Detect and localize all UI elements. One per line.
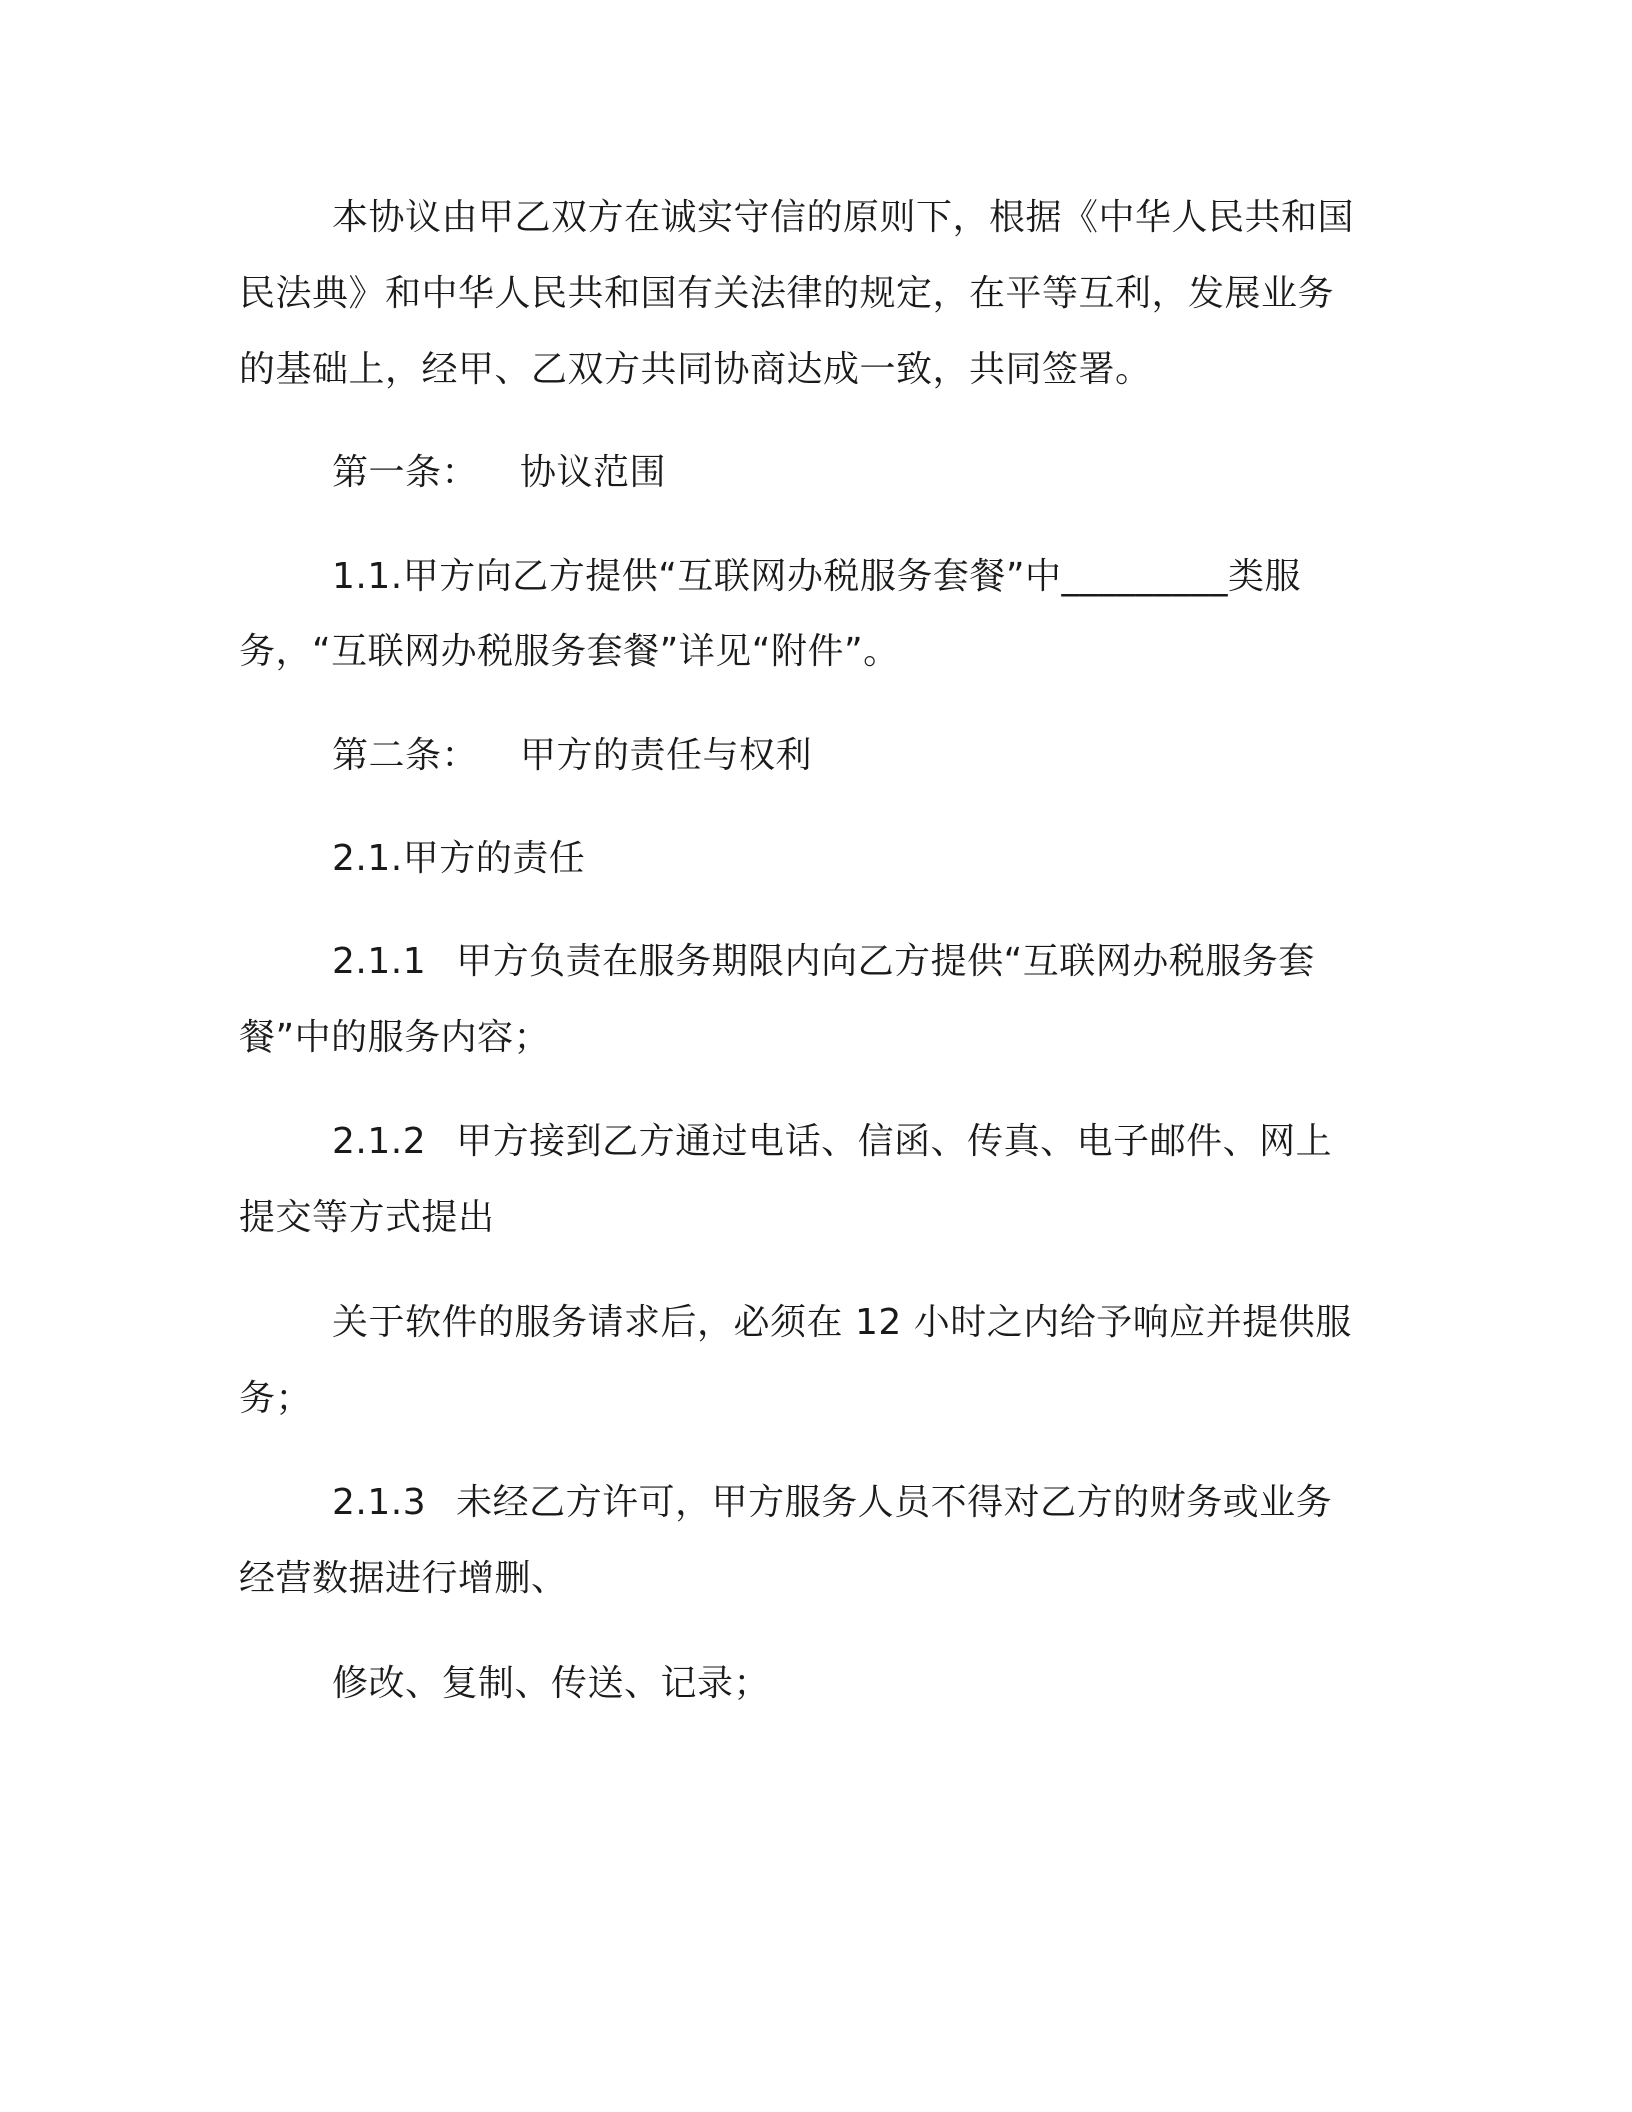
preamble-line-2: 民法典》和中华人民共和国有关法律的规定，在平等互利，发展业务 <box>239 273 1335 314</box>
clause-2-1-1-text: 甲方负责在服务期限内向乙方提供“互联网办税服务套 <box>456 941 1315 982</box>
clause-2-1-heading: 2.1.甲方的责任 <box>332 838 586 879</box>
article-2-heading <box>332 736 812 776</box>
clause-2-1-2-line-4: 务； <box>239 1378 313 1419</box>
clause-2-1-3-line-1 <box>332 1483 1332 1523</box>
clause-1-1-line-1: 1.1.甲方向乙方提供“互联网办税服务套餐”中_________类服 <box>332 556 1301 597</box>
clause-2-1-2-line-3: 关于软件的服务请求后，必须在 12 小时之内给予响应并提供服 <box>332 1302 1352 1343</box>
clause-2-1-3-number: 2.1.3 <box>332 1482 427 1523</box>
clause-2-1-1-number: 2.1.1 <box>332 941 427 982</box>
article-2-number: 第二条： <box>332 735 479 776</box>
preamble-line-1: 本协议由甲乙双方在诚实守信的原则下，根据《中华人民共和国 <box>332 197 1355 238</box>
clause-2-1-1-line-2: 餐”中的服务内容； <box>239 1017 551 1058</box>
clause-2-1-2-line-1 <box>332 1122 1332 1162</box>
clause-2-1-2-number: 2.1.2 <box>332 1121 427 1162</box>
clause-2-1-3-text: 未经乙方许可，甲方服务人员不得对乙方的财务或业务 <box>456 1482 1333 1523</box>
clause-2-1-1-line-1 <box>332 942 1315 982</box>
clause-1-1-line-2: 务，“互联网办税服务套餐”详见“附件”。 <box>239 631 900 672</box>
clause-2-1-2-line-2: 提交等方式提出 <box>239 1197 495 1238</box>
article-2-title: 甲方的责任与权利 <box>520 735 813 776</box>
clause-2-1-3-line-2: 经营数据进行增删、 <box>239 1558 568 1599</box>
article-1-heading <box>332 453 666 493</box>
article-1-number: 第一条： <box>332 452 479 493</box>
preamble-line-3: 的基础上，经甲、乙双方共同协商达成一致，共同签署。 <box>239 349 1152 390</box>
clause-2-1-2-text: 甲方接到乙方通过电话、信函、传真、电子邮件、网上 <box>456 1121 1333 1162</box>
article-1-title: 协议范围 <box>520 452 667 493</box>
clause-2-1-3-line-3: 修改、复制、传送、记录； <box>332 1663 771 1704</box>
